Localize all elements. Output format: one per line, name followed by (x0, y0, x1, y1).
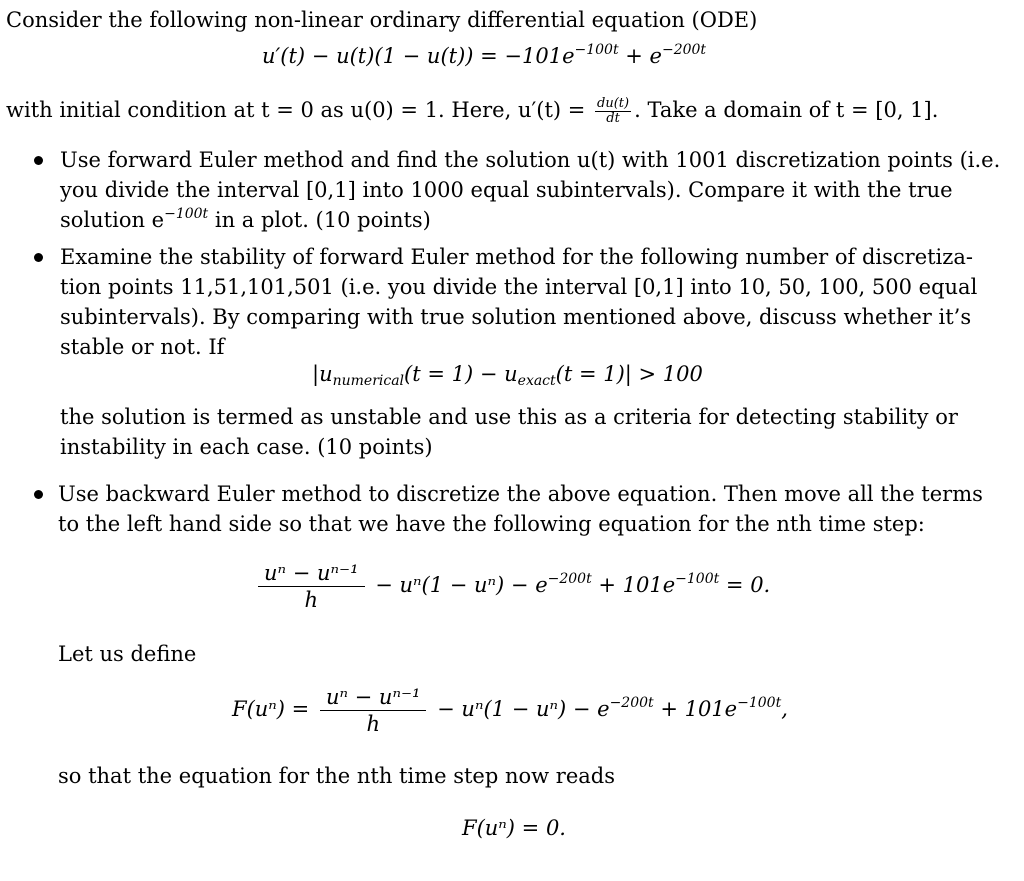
bullet-2-line-6: instability in each case. (10 points) (60, 435, 433, 459)
eq2-exponent-1: −200t (609, 695, 654, 711)
eq2-rest-3: , (781, 697, 788, 721)
f-definition-equation (232, 684, 788, 737)
eq1-rest-2: + 101e (591, 573, 676, 597)
difference-fraction (258, 560, 365, 613)
derivative-denominator: dt (606, 111, 620, 126)
bullet-2-line-1: Examine the stability of forward Euler method for the following number of discretiza- (60, 245, 973, 269)
ode-lhs: u′(t) − u(t)(1 − u(t)) = −101e (262, 44, 575, 68)
bullet-1-line-1: Use forward Euler method and find the solution u(t) with 1001 discretization points (i.e. (60, 148, 1001, 172)
f-denominator: h (366, 712, 380, 736)
eq1-exponent-2: −100t (675, 571, 720, 587)
bullet-2-line-3: subintervals). By comparing with true solution mentioned above, discuss whether it’s (60, 305, 972, 329)
bullet-2-line-5: the solution is termed as unstable and use this as a criteria for detecting stability or (60, 405, 958, 429)
bullet-3-line-1: Use backward Euler method to discretize the above equation. Then move all the terms (58, 482, 983, 506)
ic-text-after: . Take a domain of t = [0, 1]. (634, 98, 939, 122)
criterion-open: |u (312, 362, 333, 386)
bullet-3-dot (34, 490, 43, 499)
so-that-line: so that the equation for the nth time step now reads (58, 764, 615, 788)
criterion-mid: (t = 1) − u (404, 362, 518, 386)
criterion-close: (t = 1)| > 100 (555, 362, 703, 386)
main-ode-equation (262, 44, 706, 68)
derivative-fraction (595, 97, 631, 126)
eq1-rest-1: − uⁿ(1 − uⁿ) − e (368, 573, 548, 597)
eq1-exponent-1: −200t (547, 571, 592, 587)
ode-exponent-1: −100t (574, 42, 619, 58)
bullet-1-line-2: you divide the interval [0,1] into 1000 equal subintervals). Compare it with the true (60, 178, 953, 202)
difference-numerator: uⁿ − uⁿ⁻¹ (258, 560, 365, 587)
backward-euler-equation (254, 560, 770, 613)
bullet-2-dot (34, 253, 43, 262)
ic-text-before: with initial condition at t = 0 as u(0) = 1. Here, u′(t) = (6, 98, 593, 122)
bullet-1-dot (34, 156, 43, 165)
criterion-sub-numerical: numerical (332, 373, 405, 389)
points-text: in a plot. (10 points) (208, 208, 431, 232)
bullet-3-line-2: to the left hand side so that we have the following equation for the nth time step: (58, 512, 925, 536)
intro-line: Consider the following non-linear ordinary differential equation (ODE) (6, 8, 758, 32)
ode-exponent-2: −200t (661, 42, 707, 58)
eq2-exponent-2: −100t (737, 695, 782, 711)
f-lhs: F(uⁿ) = (232, 697, 316, 721)
difference-denominator: h (304, 588, 319, 612)
bullet-2-line-2: tion points 11,51,101,501 (i.e. you divide the interval [0,1] into 10, 50, 100, 500 equal (60, 275, 978, 299)
stability-criterion (312, 362, 703, 389)
final-equation: F(uⁿ) = 0. (462, 816, 566, 840)
define-line: Let us define (58, 642, 197, 666)
eq2-rest-2: + 101e (653, 697, 738, 721)
initial-condition-line (6, 96, 938, 126)
f-fraction (320, 684, 427, 737)
eq1-rest-3: = 0. (719, 573, 771, 597)
f-numerator: uⁿ − uⁿ⁻¹ (320, 684, 427, 711)
derivative-numerator: du(t) (597, 96, 630, 111)
eq2-rest-1: − uⁿ(1 − uⁿ) − e (430, 697, 610, 721)
criterion-sub-exact: exact (517, 373, 556, 389)
solution-text: solution e (60, 208, 165, 232)
ode-plus: + e (618, 44, 662, 68)
solution-exponent: −100t (164, 206, 209, 222)
bullet-2-line-4: stable or not. If (60, 335, 225, 359)
bullet-1-line-3 (60, 206, 431, 237)
